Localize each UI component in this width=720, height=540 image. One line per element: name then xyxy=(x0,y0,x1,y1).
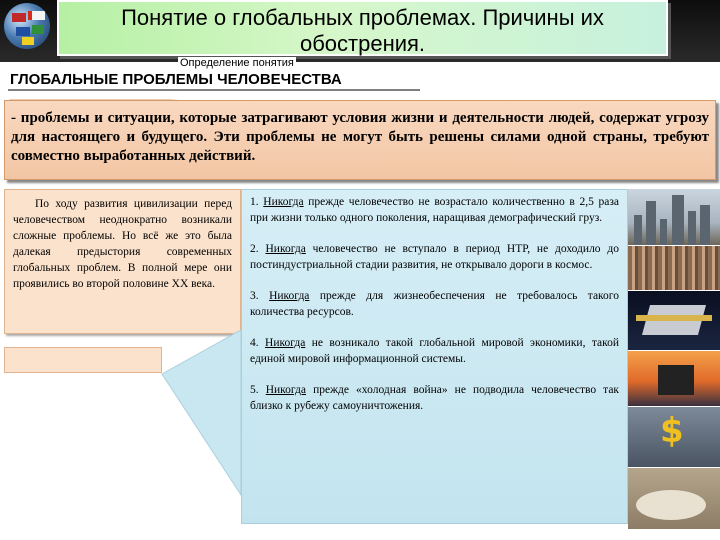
empty-box xyxy=(4,347,162,373)
cause-item: 5. Никогда прежде «холодная война» не подводила человечество так близко к рубежу самоуничтожения. xyxy=(250,384,620,412)
history-text: По ходу развития цивилизации перед человечеством неоднократно возникали сложные проблемы. Но всё же это была далекая предыстория современных глобальных проблем. В полной мере они проявились во второй половине XX века. xyxy=(13,198,232,290)
definition-text: - проблемы и ситуации, которые затрагивают условия жизни и деятельности людей, содержат угрозу для настоящего и будущего. Эти проблемы не могут быть решены силами одной страны, требуют совместно выработанных действий. xyxy=(11,110,709,164)
section-heading: ГЛОБАЛЬНЫЕ ПРОБЛЕМЫ ЧЕЛОВЕЧЕСТВА xyxy=(10,71,342,88)
cause-item: 1. Никогда прежде человечество не возрастало количественно в 2,5 раза при жизни только одного поколения, наращивая демографический груз. xyxy=(250,196,619,224)
space-station-photo xyxy=(628,291,720,351)
cause-item: 2. Никогда человечество не вступало в период НТР, не доходило до постиндустриальной стадии развития, не открывало дороги в космос. xyxy=(250,243,620,271)
photo-column xyxy=(628,189,720,530)
dollar-globe-photo: $ xyxy=(628,407,720,468)
cause-item: 3. Никогда прежде для жизнеобеспечения не требовалось такого количества ресурсов. xyxy=(250,290,619,318)
missile-launch-photo xyxy=(628,468,720,530)
definition-label: Определение понятия xyxy=(180,57,294,69)
title-line-2: обострения. xyxy=(299,31,426,56)
causes-box xyxy=(241,189,628,524)
cause-item: 4. Никогда не возникало такой глобальной мировой экономики, такой единой мировой информационной системы. xyxy=(250,337,619,365)
city-skyline-photo xyxy=(628,189,720,246)
title-line-1: Понятие о глобальных проблемах. Причины их xyxy=(121,5,604,30)
oil-rig-photo xyxy=(628,351,720,407)
crowd-photo xyxy=(628,246,720,291)
